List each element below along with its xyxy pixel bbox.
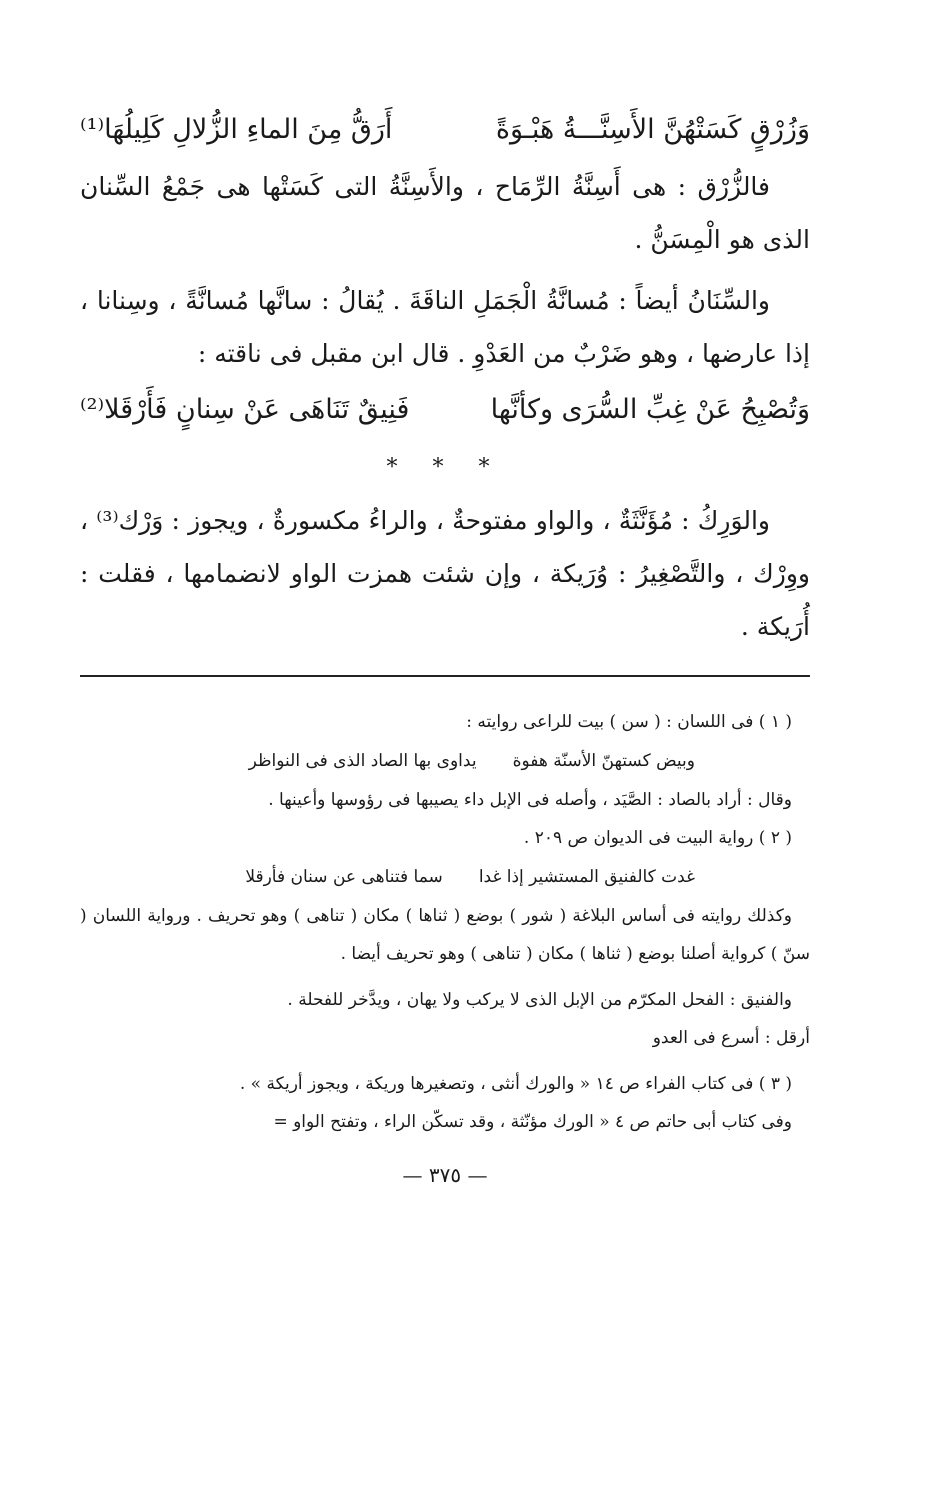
page-number: — ٣٧٥ — bbox=[402, 1163, 488, 1187]
footnote-2-note: وكذلك روايته فى أساس البلاغة ( شور ) بوضع ( ثناها ) مكان ( تناهى ) وهو تحريف . ورواية اللسان ( سنّ ) كرواية أصلنا بوضع ( ثناها ) مكان ( تناهى ) وهو تحريف أيضا . bbox=[80, 906, 810, 964]
footnote-2-arqal: أرقل : أسرع فى العدو bbox=[652, 1028, 810, 1048]
paragraph-sinan: والسِّنَانُ أيضاً : مُسانَّةُ الْجَمَلِ الناقَةَ . يُقالُ : سانَّها مُسانَّةً ، وسِنانا ، إذا عارضها ، وهو ضَرْبٌ من العَدْوِ . قال ابن مقبل فى ناقته : bbox=[80, 286, 810, 368]
verse-2-second-hemistich: فَنِيقٌ تَنَاهَى عَنْ سِنانٍ فَأَرْقَلا⁽²⁾ bbox=[80, 394, 410, 425]
poem-verse-2 bbox=[80, 380, 810, 440]
footnote-3-line-2: وفى كتاب أبى حاتم ص ٤ « الورك مؤنّثة ، وقد تسكّن الراء ، وتفتح الواو = bbox=[273, 1112, 792, 1132]
footnote-3-line-1: ( ٣ ) فى كتاب الفراء ص ١٤ « والورك أنثى ، وتصغيرها وريكة ، ويجوز أريكة » . bbox=[239, 1074, 792, 1094]
footnotes bbox=[80, 703, 810, 1141]
footnote-2-fanik: والفنيق : الفحل المكرّم من الإبل الذى لا يركب ولا يهان ، ويدَّخر للفحلة . bbox=[287, 990, 792, 1010]
verse-1-first-hemistich: وَزُرْقٍ كَسَتْهُنَّ الأَسِنَّـــةُ هَبْـوَةً bbox=[495, 114, 810, 145]
footnote-2-verse-second: سما فتناهى عن سنان فأرقلا bbox=[245, 867, 443, 887]
footnote-2-verse bbox=[80, 857, 810, 897]
footnote-divider bbox=[80, 675, 810, 677]
section-separator: * * * bbox=[386, 455, 504, 480]
poem-verse-1 bbox=[80, 100, 810, 160]
footnote-2-intro: ( ٢ ) رواية البيت فى الديوان ص ٢٠٩ . bbox=[523, 828, 792, 848]
verse-1-second-hemistich: أَرَقُّ مِنَ الماءِ الزُّلالِ كَلِيلُهَا⁽¹⁾ bbox=[80, 114, 393, 145]
paragraph-warik: والوَرِكُ : مُؤَنَّثَةٌ ، والواو مفتوحةٌ ، والراءُ مكسورةٌ ، ويجوز : وَرْك⁽³⁾ ، ووِرْك ، والتَّصْغِيرُ : وُرَيكة ، وإن شئت همزت الواو لانضمامها ، فقلت : أُرَيكة . bbox=[80, 506, 810, 641]
footnote-2-verse-first: غدت كالفنيق المستشير إذا غدا bbox=[478, 867, 695, 887]
footnote-1-verse bbox=[80, 741, 810, 781]
footnote-1-verse-first: وبيض كستهنّ الأسنّة هفوة bbox=[512, 751, 695, 771]
verse-2-first-hemistich: وَتُصْبِحُ عَنْ غِبِّ السُّرَى وكأنَّها bbox=[490, 394, 810, 425]
footnote-1-verse-second: يداوى بها الصاد الذى فى النواظر bbox=[248, 751, 477, 771]
footnote-1-note: وقال : أراد بالصاد : الصَّيَد ، وأصله فى الإبل داء يصيبها فى رؤوسها وأعينها . bbox=[268, 790, 792, 810]
footnote-1-intro: ( ١ ) فى اللسان : ( سن ) بيت للراعى روايته : bbox=[466, 712, 792, 732]
book-page bbox=[80, 100, 810, 1195]
paragraph-zurq: فالزُّرْق : هى أَسِنَّةُ الرِّمَاح ، والأَسِنَّةُ التى كَسَتْها هى جَمْعُ السِّنان الذى هو الْمِسَنُّ . bbox=[80, 172, 810, 254]
